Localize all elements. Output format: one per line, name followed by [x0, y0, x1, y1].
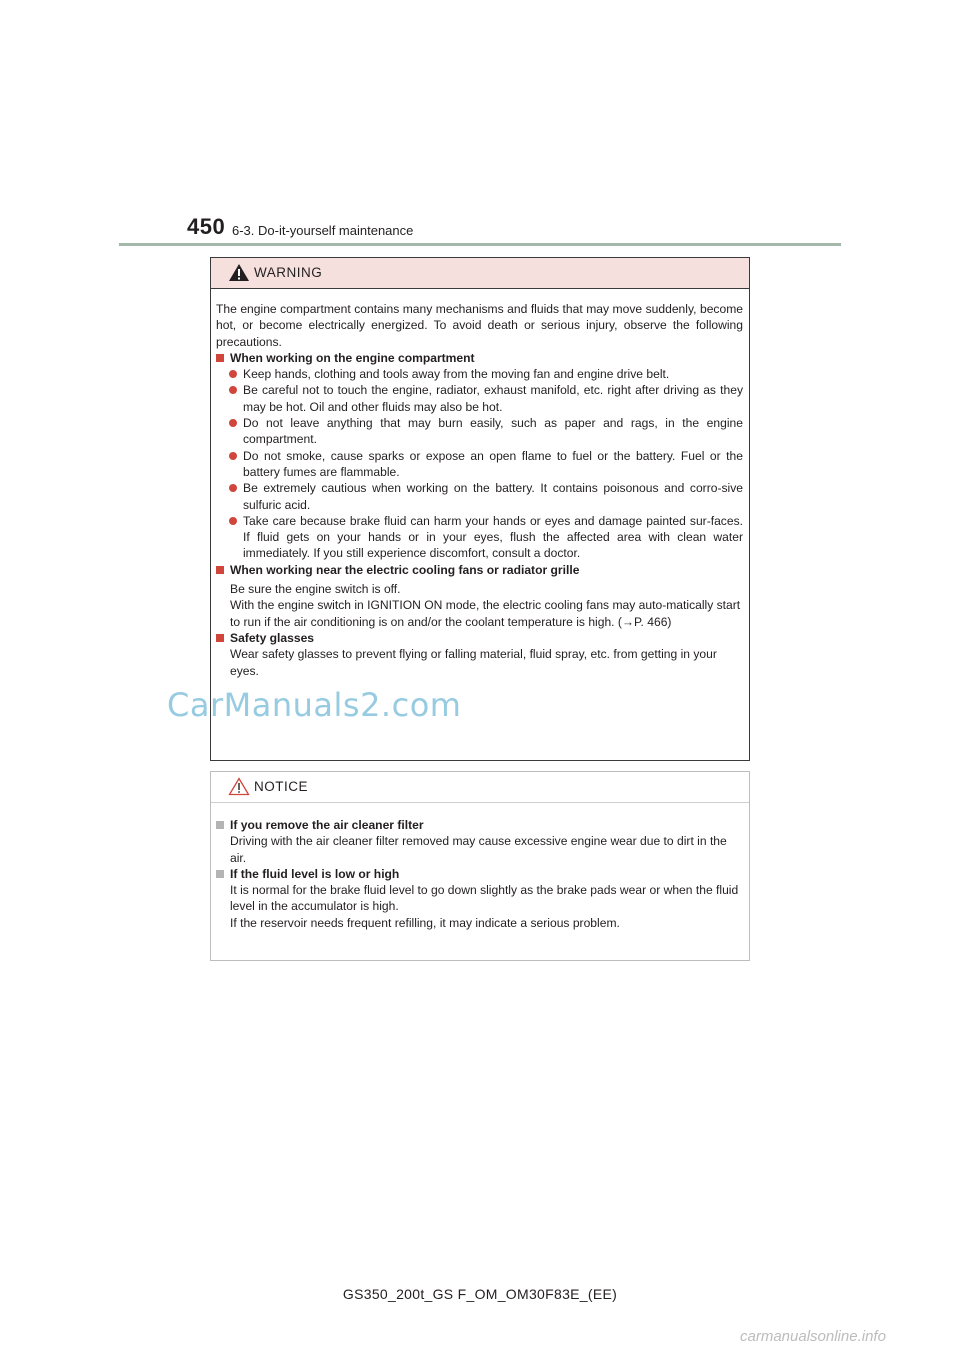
- section-heading: [216, 866, 743, 882]
- round-bullet-icon: [229, 419, 237, 427]
- round-bullet-icon: [229, 370, 237, 378]
- list-item: [216, 366, 743, 382]
- notice-triangle-icon: [228, 777, 250, 796]
- list-item: [216, 382, 743, 415]
- list-item: [216, 480, 743, 513]
- section-title: 6-3. Do-it-yourself maintenance: [232, 223, 414, 238]
- notice-body: [211, 803, 749, 931]
- round-bullet-icon: [229, 452, 237, 460]
- section-heading: [216, 817, 743, 833]
- warning-body: [211, 289, 749, 679]
- warning-triangle-icon: [228, 263, 250, 282]
- list-item-text: Do not smoke, cause sparks or expose an open flame to fuel or the battery. Fuel or the battery fumes are flammable.: [243, 448, 743, 479]
- heading-text: When working on the engine compartment: [230, 350, 475, 365]
- paragraph: Driving with the air cleaner filter removed may cause excessive engine wear due to dirt in the air.: [230, 834, 727, 865]
- paragraph: It is normal for the brake fluid level to go down slightly as the brake pads wear or when the fluid level in the accumulator is high.: [230, 883, 739, 914]
- round-bullet-icon: [229, 517, 237, 525]
- warning-intro: The engine compartment contains many mechanisms and fluids that may move suddenly, become hot, or become electrically energized. To avoid death or serious injury, observe the following precautions.: [216, 302, 743, 349]
- list-item: [216, 448, 743, 481]
- heading-text: Safety glasses: [230, 630, 315, 645]
- section-heading: [216, 350, 743, 366]
- paragraph: Wear safety glasses to prevent flying or falling material, fluid spray, etc. from getting in your eyes.: [230, 647, 717, 678]
- notice-box: [210, 771, 750, 961]
- list-item-text: Be extremely cautious when working on the battery. It contains poisonous and corro-sive sulfuric acid.: [243, 481, 743, 512]
- square-bullet-icon: [216, 870, 224, 878]
- site-watermark: carmanualsonline.info: [740, 1328, 886, 1345]
- heading-text: If you remove the air cleaner filter: [230, 818, 424, 832]
- warning-label: WARNING: [254, 265, 323, 280]
- round-bullet-icon: [229, 484, 237, 492]
- warning-header: [211, 258, 749, 289]
- watermark: CarManuals2.com: [167, 686, 462, 724]
- list-item-text: Keep hands, clothing and tools away from the moving fan and engine drive belt.: [243, 367, 670, 382]
- header-divider: [119, 243, 841, 246]
- section-heading: [216, 630, 743, 646]
- paragraph: Be sure the engine switch is off.: [230, 582, 401, 597]
- page-number: 450: [187, 214, 226, 239]
- square-bullet-icon: [216, 354, 224, 362]
- round-bullet-icon: [229, 386, 237, 394]
- list-item-text: Do not leave anything that may burn easily, such as paper and rags, in the engine compartment.: [243, 416, 743, 447]
- square-bullet-icon: [216, 566, 224, 574]
- square-bullet-icon: [216, 634, 224, 642]
- list-item: [216, 415, 743, 448]
- heading-text: When working near the electric cooling fans or radiator grille: [230, 562, 580, 577]
- square-bullet-icon: [216, 821, 224, 829]
- list-item: [216, 513, 743, 562]
- notice-header: [211, 772, 749, 803]
- heading-text: If the fluid level is low or high: [230, 866, 400, 881]
- document-code: GS350_200t_GS F_OM_OM30F83E_(EE): [342, 1286, 618, 1302]
- paragraph: If the reservoir needs frequent refilling, it may indicate a serious problem.: [230, 915, 620, 930]
- list-item-text: Be careful not to touch the engine, radiator, exhaust manifold, etc. right after driving as they may be hot. Oil and other fluids may also be hot.: [243, 383, 743, 414]
- paragraph: With the engine switch in IGNITION ON mode, the electric cooling fans may auto-matically start to run if the air conditioning is on and/or the coolant temperature is high. (→P. 466): [230, 598, 741, 629]
- notice-label: NOTICE: [254, 779, 309, 794]
- list-item-text: Take care because brake fluid can harm your hands or eyes and damage painted sur-faces. If fluid gets on your hands or in your eyes, flush the affected area with clean water immediately. If you still experience discomfort, consult a doctor.: [243, 513, 743, 561]
- section-heading: [216, 562, 743, 578]
